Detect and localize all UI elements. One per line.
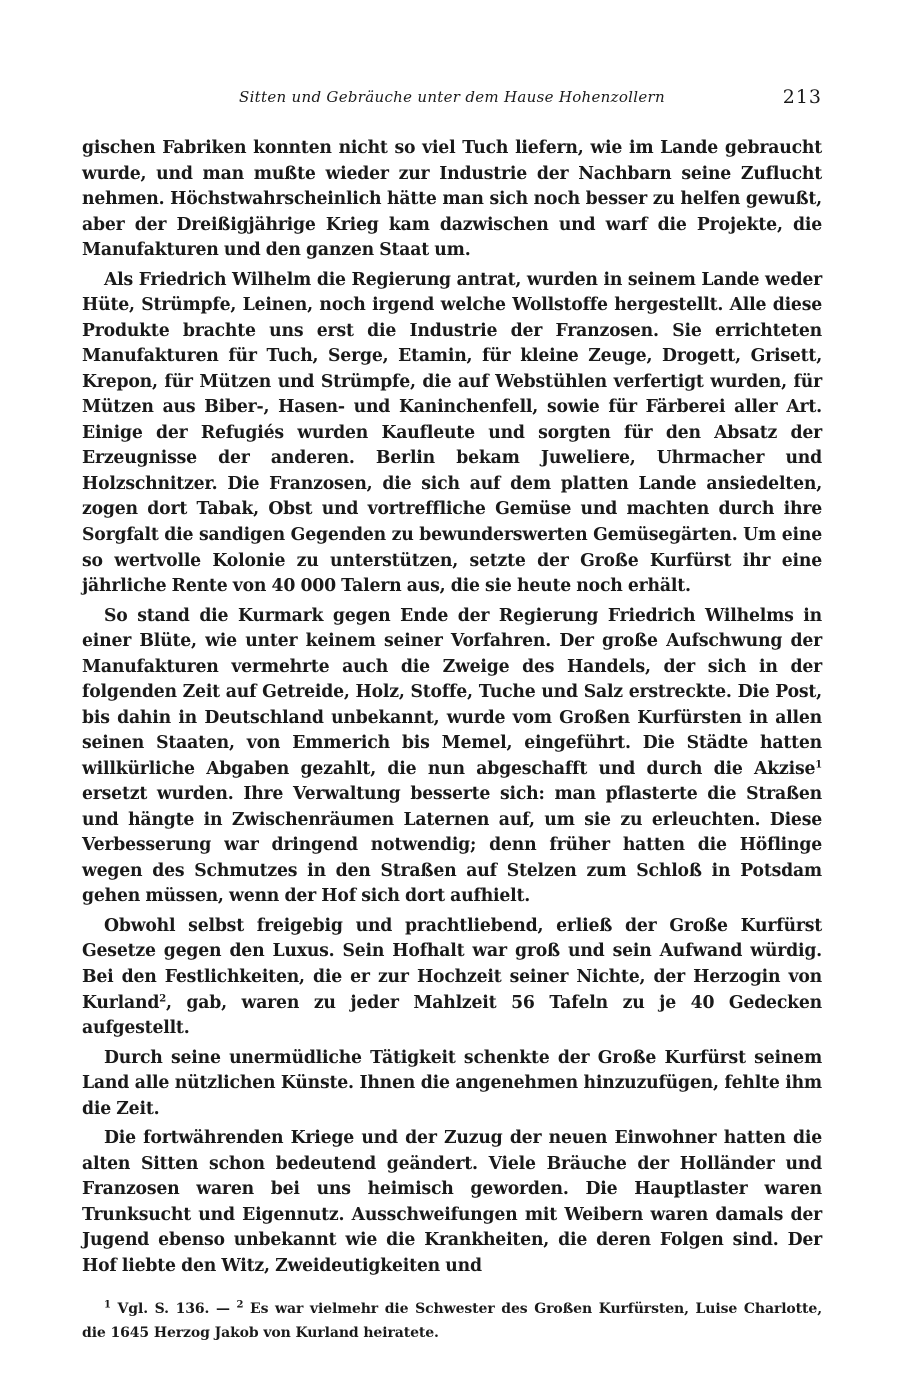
footnotes (82, 1297, 822, 1345)
paragraph (82, 914, 822, 1042)
footnote-reference[interactable]: 1 (815, 759, 822, 770)
paragraph: Durch seine unermüdliche Tätigkeit schenkte der Große Kurfürst seinem Land alle nützlichen Künste. Ihnen die angenehmen hinzuzufügen, fehlte ihm die Zeit. (82, 1047, 822, 1119)
running-title: Sitten und Gebräuche unter dem Hause Hohenzollern (239, 88, 665, 106)
paragraph (82, 604, 822, 910)
paragraph: Als Friedrich Wilhelm die Regierung antrat, wurden in seinem Lande weder Hüte, Strümpfe, Leinen, noch irgend welche Wollstoffe hergestellt. Alle diese Produkte brachte uns erst die Industrie der Franzosen. Sie errichteten Manufakturen für Tuch, Serge, Etamin, für kleine Zeuge, Drogett, Grisett, Krepon, für Mützen und Strümpfe, die auf Webstühlen verfertigt wurden, für Mützen aus Biber-, Hasen- und Kaninchenfell, sowie für Färberei aller Art. Einige der Refugiés wurden Kaufleute und sorgten für den Absatz der Erzeugnisse der anderen. Berlin bekam Juweliere, Uhrmacher und Holzschnitzer. Die Franzosen, die sich auf dem platten Lande ansiedelten, zogen dort Tabak, Obst und vortreffliche Gemüse und machten durch ihre Sorgfalt die sandigen Gegenden zu bewunderswerten Gemüsegärten. Um eine so wertvolle Kolonie zu unterstützen, setzte der Große Kurfürst ihr eine jährliche Rente von 40 000 Talern aus, die sie heute noch erhält. (82, 269, 822, 597)
paragraph-continuation: gischen Fabriken konnten nicht so viel Tuch liefern, wie im Lande gebraucht wurde, und man mußte wieder zur Industrie der Nachbarn seine Zuflucht nehmen. Höchstwahrscheinlich hätte man sich noch besser zu helfen gewußt, aber der Dreißigjährige Krieg kam dazwischen und warf die Projekte, die Manufakturen und den ganzen Staat um. (82, 138, 822, 261)
page-number: 213 (782, 86, 822, 108)
body-text (82, 136, 822, 1283)
paragraph-text: , gab, waren zu jeder Mahlzeit 56 Tafeln zu je 40 Gedecken aufgestellt. (82, 992, 822, 1039)
paragraph-text: Obwohl selbst freigebig und prachtliebend, erließ der Große Kurfürst Gesetze gegen den Luxus. Sein Hofhalt war groß und sein Aufwand würdig. Bei den Festlichkeiten, die er zur Hochzeit seiner Nichte, der Herzogin von Kurland (82, 915, 822, 1013)
paragraph-text: ersetzt wurden. Ihre Verwaltung besserte sich: man pflasterte die Straßen und hängte in Zwischenräumen Laternen auf, um sie zu erleuchten. Diese Verbesserung war dringend notwendig; denn früher hatten die Höflinge wegen des Schmutzes in den Straßen auf Stelzen zum Schloß in Potsdam gehen müssen, wenn der Hof sich dort aufhielt. (82, 784, 822, 907)
footnote-mark: 1 (104, 1299, 111, 1311)
footnote-reference[interactable]: 2 (159, 992, 166, 1004)
paragraph: Die fortwährenden Kriege und der Zuzug der neuen Einwohner hatten die alten Sitten schon bedeutend geändert. Viele Bräuche der Holländer und Franzosen waren bei uns heimisch geworden. Die Hauptlaster waren Trunksucht und Eigennutz. Ausschweifungen mit Weibern waren damals der Jugend ebenso unbekannt wie die Krankheiten, die deren Folgen sind. Der Hof liebte den Witz, Zweideutigkeiten und (82, 1128, 822, 1276)
footnote-mark: 2 (236, 1299, 244, 1311)
running-head (82, 86, 822, 114)
footnote-text: Es war vielmehr die Schwester des Großen Kurfürsten, Luise Charlotte, die 1645 Herzog Jakob von Kurland heiratete. (82, 1301, 822, 1341)
footnote-text: Vgl. S. 136. — (110, 1301, 237, 1317)
paragraph-text: So stand die Kurmark gegen Ende der Regierung Friedrich Wilhelms in einer Blüte, wie unter keinem seiner Vorfahren. Der große Aufschwung der Manufakturen vermehrte auch die Zweige des Handels, der sich in der folgenden Zeit auf Getreide, Holz, Stoffe, Tuche und Salz erstreckte. Die Post, bis dahin in Deutschland unbekannt, wurde vom Großen Kurfürsten in allen seinen Staaten, von Emmerich bis Memel, eingeführt. Die Städte hatten willkürliche Abgaben gezahlt, die nun abgeschafft und durch die Akzise (82, 605, 822, 779)
footnote-block (82, 1297, 822, 1345)
